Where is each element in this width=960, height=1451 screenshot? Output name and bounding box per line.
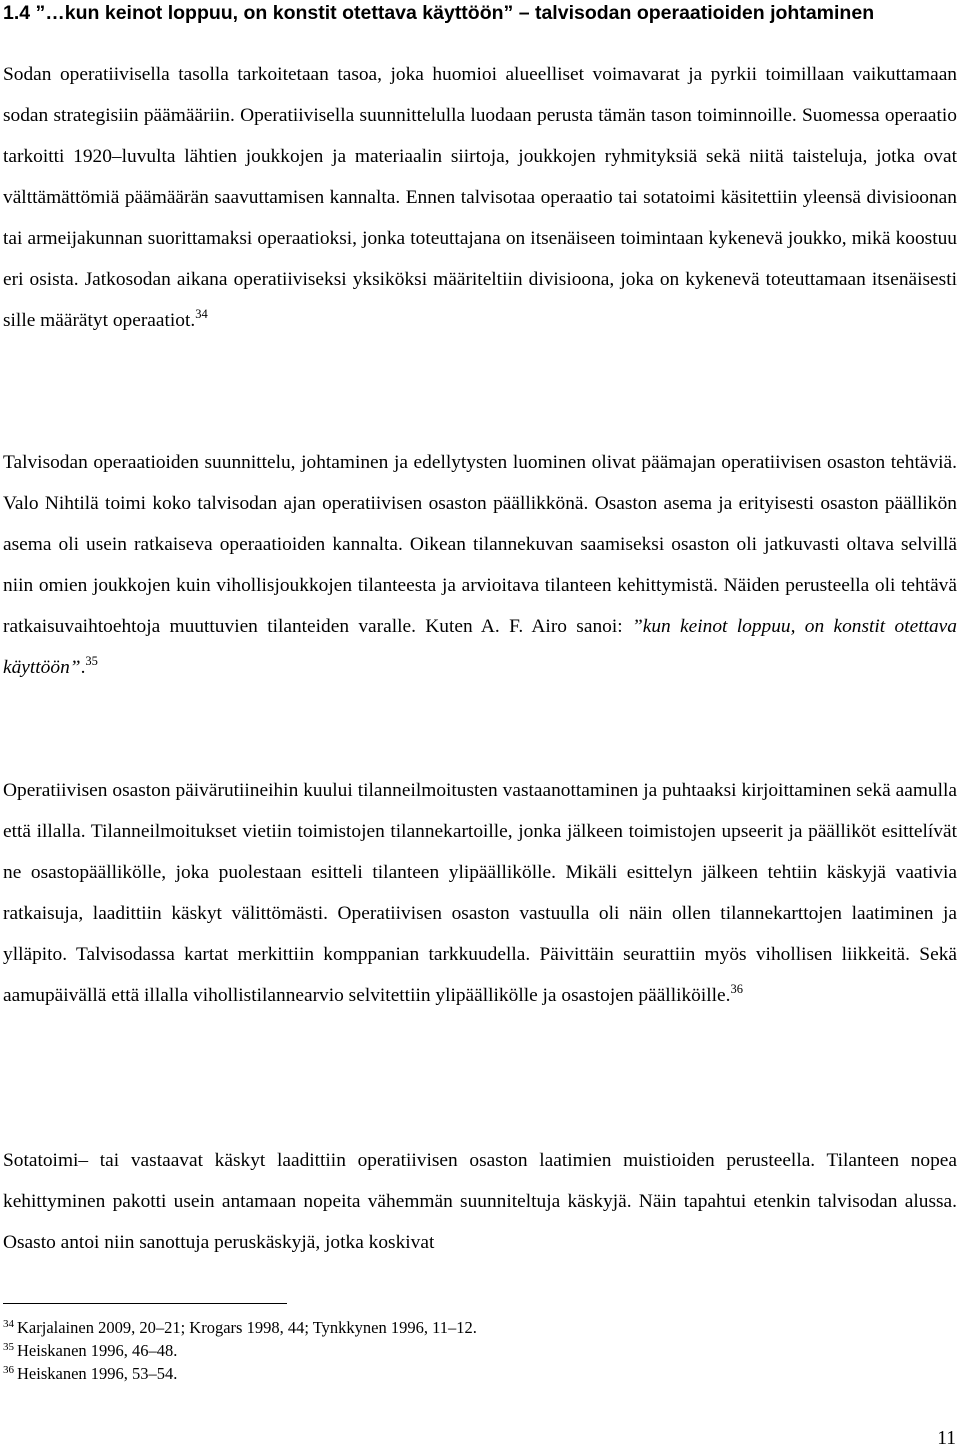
footnote-number: 35: [3, 1341, 14, 1353]
footnote-text: Heiskanen 1996, 46–48.: [17, 1341, 178, 1360]
footnote-reference[interactable]: 35: [85, 654, 98, 668]
footnote: [3, 1316, 943, 1339]
quotation-end: .: [80, 657, 86, 678]
footnote-reference[interactable]: 34: [195, 307, 208, 321]
paragraph-text: Sodan operatiivisella tasolla tarkoitetaan tasoa, joka huomioi alueelliset voimavarat ja pyrkii toimillaan vaikuttamaan sodan strategisiin päämääriin. Operatiivisella suunnittelulla luodaan perusta tämän tason toiminnoille. Suomessa operaatio tarkoitti 1920–luvulta lähtien joukkojen ja materiaalin siirtoja, joukkojen ryhmityksiä sekä niitä taisteluja, jotka ovat välttämättömiä päämäärän saavuttamisen kannalta. Ennen talvisotaa operaatio tai sotatoimi käsitettiin yleensä divisioonan tai armeijakunnan suorittamaksi operaatioksi, jonka toteuttajana on itsenäiseen toimintaan kykenevä joukko, mikä koostuu eri osista. Jatkosodan aikana operatiiviseksi yksiköksi määriteltiin divisioona, joka on kykenevä toteuttamaan itsenäisesti sille määrätyt operaatiot.: [3, 64, 957, 331]
paragraph-text: Operatiivisen osaston päivärutiineihin kuului tilanneilmoitusten vastaanottaminen ja puhtaaksi kirjoittaminen sekä aamulla että illalla. Tilanneilmoitukset vietiin toimistojen tilannekartoille, jonka jälkeen toimistojen upseerit ja päälliköt esittelívät ne osastopäällikölle, joka puolestaan esitteli tilanteen ylipäällikölle. Mikäli esittelyn jälkeen tehtiin käskyjä vaativia ratkaisuja, laadittiin käskyt välittömästi. Operatiivisen osaston vastuulla oli näin ollen tilannekarttojen laatiminen ja ylläpito. Talvisodassa kartat merkittiin komppanian tarkkuudella. Päivittäin seurattiin myös vihollisen liikkeitä. Sekä aamupäivällä että illalla vihollistilannearvio selvitettiin ylipäällikölle ja osastojen päälliköille.: [3, 780, 957, 1006]
footnote: [3, 1362, 943, 1385]
footnote-number: 34: [3, 1318, 14, 1330]
footnote-text: Heiskanen 1996, 53–54.: [17, 1364, 178, 1383]
page-number: 11: [937, 1428, 956, 1449]
body-paragraph: [3, 1140, 957, 1263]
footnotes: [3, 1316, 943, 1385]
paragraph-text: Sotatoimi– tai vastaavat käskyt laadittiin operatiivisen osaston laatimien muistioiden perusteella. Tilanteen nopea kehittyminen pakotti usein antamaan nopeita vähemmän suunniteltuja käskyjä. Näin tapahtui etenkin talvisodan alussa. Osasto antoi niin sanottuja peruskäskyjä, jotka koskivat: [3, 1150, 957, 1253]
body-paragraph: [3, 442, 957, 688]
section-heading: 1.4 ”…kun keinot loppuu, on konstit otettava käyttöön” – talvisodan operaatioiden johtaminen: [3, 2, 875, 24]
footnote: [3, 1339, 943, 1362]
paragraph-text: Talvisodan operaatioiden suunnittelu, johtaminen ja edellytysten luominen olivat päämajan operatiivisen osaston tehtäviä. Valo Nihtilä toimi koko talvisodan ajan operatiivisen osaston päällikkönä. Osaston asema ja erityisesti osaston päällikön asema oli usein ratkaiseva operaatioiden kannalta. Oikean tilannekuvan saamiseksi osaston oli jatkuvasti oltava selvillä niin omien joukkojen kuin vihollisjoukkojen tilanteesta ja arvioitava tilanteen kehittymistä. Näiden perusteella oli tehtävä ratkaisuvaihtoehtoja muuttuvien tilanteiden varalle. Kuten A. F. Airo sanoi:: [3, 452, 957, 637]
body-paragraph: [3, 54, 957, 341]
footnote-number: 36: [3, 1364, 14, 1376]
footnote-reference[interactable]: 36: [730, 982, 743, 996]
quotation: ”kun keinot loppuu, on konstit otettava käyttöön”: [3, 616, 957, 678]
footnote-text: Karjalainen 2009, 20–21; Krogars 1998, 44; Tynkkynen 1996, 11–12.: [17, 1318, 477, 1337]
footnote-separator: [3, 1303, 287, 1304]
body-paragraph: [3, 770, 957, 1016]
